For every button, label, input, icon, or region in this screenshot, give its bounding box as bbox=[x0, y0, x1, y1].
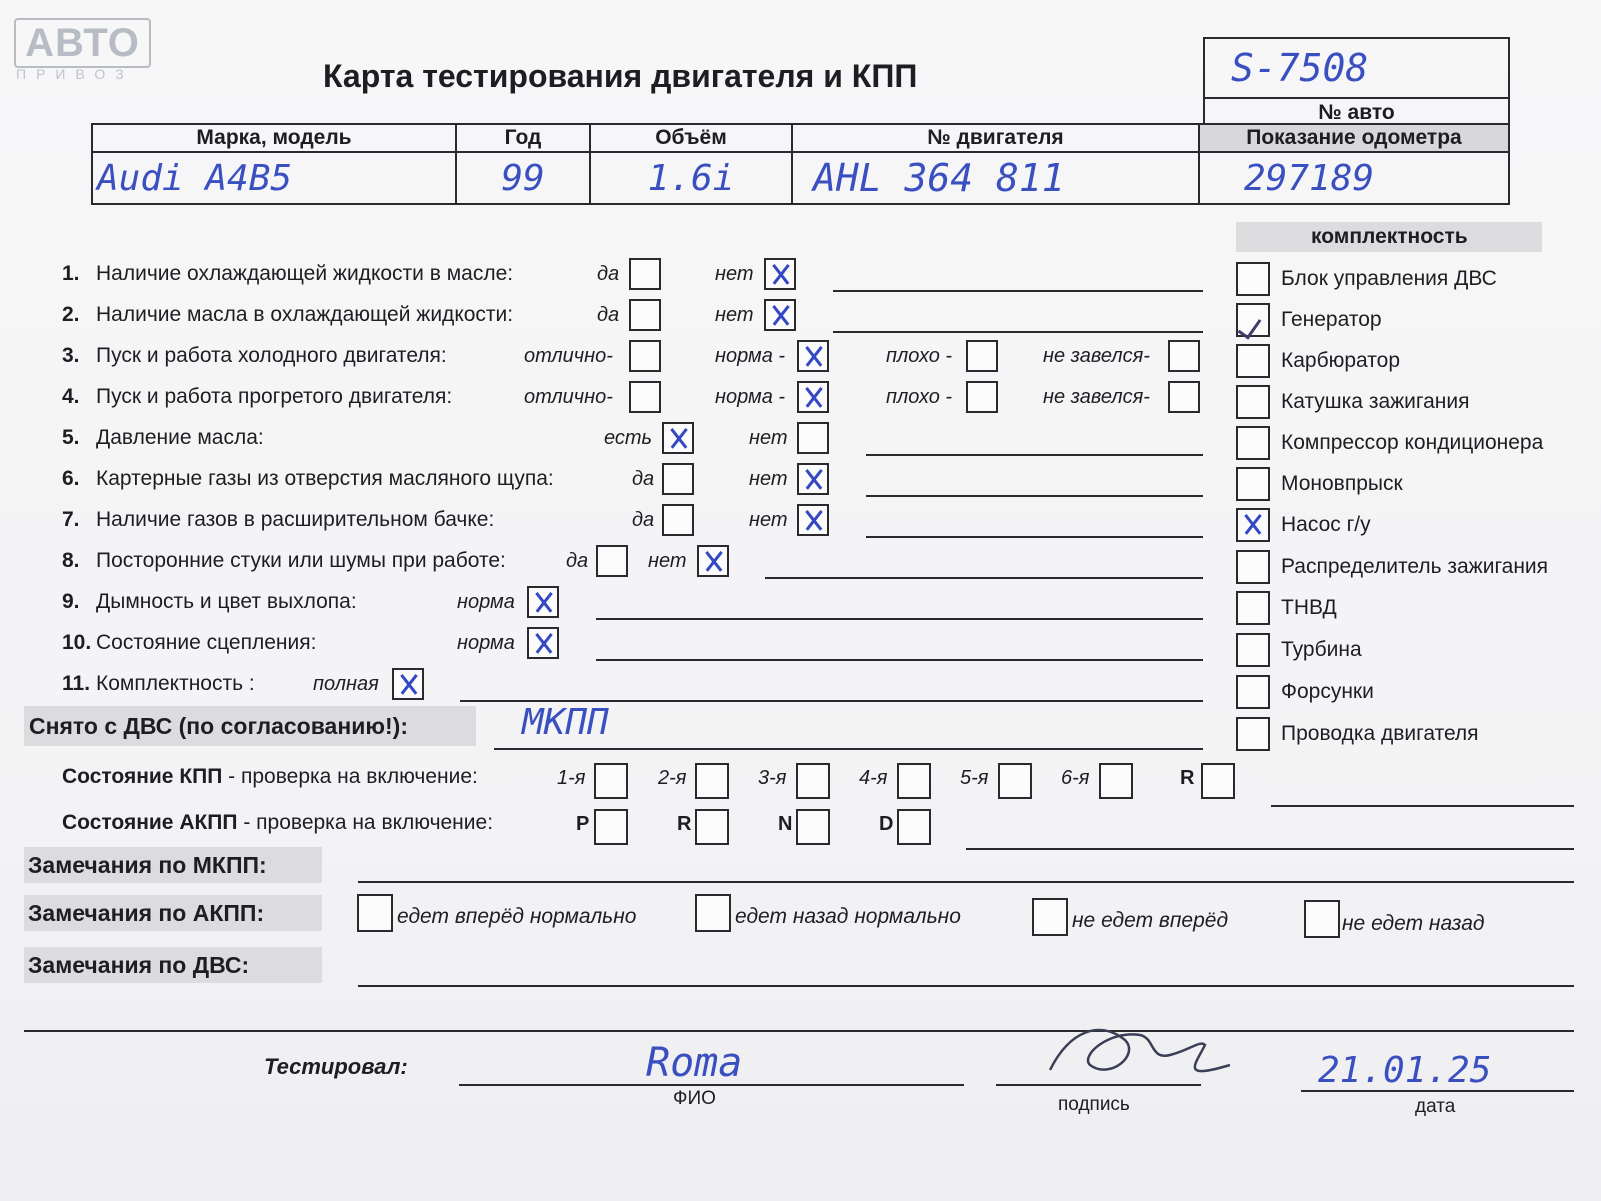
row-3-opt-normal: норма - bbox=[715, 345, 786, 367]
kit-mono-injection-label: Моновпрыск bbox=[1281, 472, 1403, 495]
row-9-note-line bbox=[596, 618, 1203, 620]
kit-tnvd-checkbox[interactable] bbox=[1236, 591, 1270, 625]
row-5-opt-yes: есть bbox=[604, 427, 653, 449]
row-2-number: 2. bbox=[62, 303, 80, 326]
row-5-opt-no: нет bbox=[749, 427, 788, 449]
row-11-opt-full: полная bbox=[313, 673, 379, 695]
kit-mono-injection-checkbox[interactable] bbox=[1236, 467, 1270, 501]
row-11-text: Комплектность : bbox=[96, 672, 255, 695]
avtoprivoz-logo: АВТО bbox=[14, 18, 151, 68]
row-4-text: Пуск и работа прогретого двигателя: bbox=[96, 385, 453, 408]
kpp-gear-r-checkbox[interactable] bbox=[1201, 763, 1235, 799]
akpp-mode-r-label: R bbox=[677, 813, 692, 835]
row-1-text: Наличие охлаждающей жидкости в масле: bbox=[96, 262, 514, 285]
removed-value: МКПП bbox=[522, 702, 609, 743]
kpp-gear-1-label: 1-я bbox=[557, 767, 586, 789]
row-4-opt-excellent: отлично- bbox=[524, 386, 613, 408]
row-1-no-checkbox[interactable] bbox=[764, 258, 796, 290]
row-2-opt-no: нет bbox=[715, 304, 754, 326]
row-7-no-checkbox[interactable] bbox=[797, 504, 829, 536]
row-7-note-line bbox=[866, 536, 1203, 538]
row-6-no-checkbox[interactable] bbox=[797, 463, 829, 495]
signature-line bbox=[996, 1084, 1201, 1086]
row-10-normal-checkbox[interactable] bbox=[527, 627, 559, 659]
row-3-number: 3. bbox=[62, 344, 80, 367]
page-title: Карта тестирования двигателя и КПП bbox=[323, 58, 918, 94]
date-value: 21.01.25 bbox=[1318, 1050, 1492, 1091]
row-2-opt-yes: да bbox=[597, 304, 620, 326]
row-9-text: Дымность и цвет выхлопа: bbox=[96, 590, 357, 613]
kit-carburetor-label: Карбюратор bbox=[1281, 349, 1401, 372]
kpp-gear-1-checkbox[interactable] bbox=[594, 763, 628, 799]
akpp-mode-p-checkbox[interactable] bbox=[594, 809, 628, 845]
kit-wiring-label: Проводка двигателя bbox=[1281, 722, 1479, 745]
kit-injectors-checkbox[interactable] bbox=[1236, 675, 1270, 709]
row-11-number: 11. bbox=[62, 672, 91, 695]
row-2-text: Наличие масла в охлаждающей жидкости: bbox=[96, 303, 514, 326]
removed-line bbox=[494, 748, 1203, 750]
row-1-number: 1. bbox=[62, 262, 80, 285]
removed-label: Снято с ДВС (по согласованию!): bbox=[29, 713, 408, 739]
vehicle-info-table bbox=[91, 123, 1510, 205]
akpp-mode-r-checkbox[interactable] bbox=[695, 809, 729, 845]
kit-title: комплектность bbox=[1311, 225, 1468, 248]
kit-injectors-label: Форсунки bbox=[1281, 680, 1374, 703]
engine-number-value: AHL 364 811 bbox=[813, 156, 1065, 200]
row-6-text: Картерные газы из отверстия масляного щупа: bbox=[96, 467, 554, 490]
row-5-no-checkbox[interactable] bbox=[797, 422, 829, 454]
auto-number-label: № авто bbox=[1318, 101, 1395, 124]
kpp-gear-3-label: 3-я bbox=[758, 767, 787, 789]
row-1-opt-no: нет bbox=[715, 263, 754, 285]
kit-ps-pump-checkbox[interactable] bbox=[1236, 508, 1270, 542]
row-5-number: 5. bbox=[62, 426, 80, 449]
kit-ac-compressor-label: Компрессор кондиционера bbox=[1281, 431, 1544, 454]
row-10-note-line bbox=[596, 659, 1203, 661]
akpp-mode-d-label: D bbox=[879, 813, 894, 835]
kit-wiring-checkbox[interactable] bbox=[1236, 717, 1270, 751]
remarks-extra-line bbox=[24, 1030, 1574, 1032]
row-3-opt-bad: плохо - bbox=[886, 345, 953, 367]
row-8-text: Посторонние стуки или шумы при работе: bbox=[96, 549, 506, 572]
kpp-gear-2-label: 2-я bbox=[658, 767, 687, 789]
row-4-no-start-checkbox[interactable] bbox=[1168, 381, 1200, 413]
akpp-forward-ok-label: едет вперёд нормально bbox=[397, 905, 637, 928]
row-10-text: Состояние сцепления: bbox=[96, 631, 317, 654]
kit-ps-pump-label: Насос г/у bbox=[1281, 513, 1371, 536]
volume-label: Объём bbox=[655, 126, 727, 149]
row-6-opt-no: нет bbox=[749, 468, 788, 490]
row-3-opt-excellent: отлично- bbox=[524, 345, 613, 367]
row-7-text: Наличие газов в расширительном бачке: bbox=[96, 508, 495, 531]
kpp-label: Состояние КПП - проверка на включение: bbox=[62, 765, 478, 788]
kpp-gear-4-label: 4-я bbox=[859, 767, 888, 789]
akpp-mode-d-checkbox[interactable] bbox=[897, 809, 931, 845]
row-4-opt-no-start: не завелся- bbox=[1043, 386, 1150, 408]
kpp-gear-5-label: 5-я bbox=[960, 767, 989, 789]
kit-ignition-coil-label: Катушка зажигания bbox=[1281, 390, 1470, 413]
kpp-gear-5-checkbox[interactable] bbox=[998, 763, 1032, 799]
kit-ecu-label: Блок управления ДВС bbox=[1281, 267, 1497, 290]
kit-generator-label: Генератор bbox=[1281, 308, 1382, 331]
row-8-number: 8. bbox=[62, 549, 80, 572]
row-5-note-line bbox=[866, 454, 1203, 456]
akpp-label: Состояние АКПП - проверка на включение: bbox=[62, 811, 494, 834]
kpp-note-line bbox=[1271, 805, 1574, 807]
brand-label: Марка, модель bbox=[196, 126, 352, 149]
akpp-no-backward-checkbox[interactable] bbox=[1304, 900, 1340, 938]
row-8-opt-no: нет bbox=[648, 550, 687, 572]
kit-generator-checkbox[interactable] bbox=[1236, 303, 1270, 337]
logo-subtitle: ПРИВОЗ bbox=[16, 66, 134, 82]
engine-number-label: № двигателя bbox=[927, 126, 1064, 149]
row-2-note-line bbox=[833, 331, 1203, 333]
kpp-gear-6-label: 6-я bbox=[1061, 767, 1090, 789]
kit-ecu-checkbox[interactable] bbox=[1236, 262, 1270, 296]
date-label: дата bbox=[1415, 1096, 1456, 1117]
odometer-label: Показание одометра bbox=[1246, 126, 1462, 149]
row-6-note-line bbox=[866, 495, 1203, 497]
row-9-normal-checkbox[interactable] bbox=[527, 586, 559, 618]
year-value: 99 bbox=[501, 157, 545, 199]
kit-turbine-checkbox[interactable] bbox=[1236, 633, 1270, 667]
akpp-mode-n-checkbox[interactable] bbox=[796, 809, 830, 845]
kpp-gear-3-checkbox[interactable] bbox=[796, 763, 830, 799]
akpp-no-backward-label: не едет назад bbox=[1342, 912, 1485, 935]
remarks-dvs-line bbox=[358, 985, 1574, 987]
row-11-full-checkbox[interactable] bbox=[392, 668, 424, 700]
remarks-dvs-label: Замечания по ДВС: bbox=[28, 952, 250, 978]
akpp-forward-ok-checkbox[interactable] bbox=[357, 894, 393, 932]
akpp-backward-ok-label: едет назад нормально bbox=[735, 905, 961, 928]
akpp-note-line bbox=[966, 848, 1574, 850]
row-3-no-start-checkbox[interactable] bbox=[1168, 340, 1200, 372]
row-3-opt-no-start: не завелся- bbox=[1043, 345, 1150, 367]
row-1-yes-checkbox[interactable] bbox=[629, 258, 661, 290]
row-3-text: Пуск и работа холодного двигателя: bbox=[96, 344, 447, 367]
odometer-value: 297189 bbox=[1244, 157, 1375, 199]
row-7-opt-yes: да bbox=[632, 509, 655, 531]
row-1-note-line bbox=[833, 290, 1203, 292]
row-2-no-checkbox[interactable] bbox=[764, 299, 796, 331]
row-8-yes-checkbox[interactable] bbox=[596, 545, 628, 577]
row-3-normal-checkbox[interactable] bbox=[797, 340, 829, 372]
row-10-opt-normal: норма bbox=[457, 632, 515, 654]
tester-name-value: Roma bbox=[646, 1040, 743, 1086]
remarks-akpp-label: Замечания по АКПП: bbox=[28, 900, 265, 926]
row-4-excellent-checkbox[interactable] bbox=[629, 381, 661, 413]
row-5-yes-checkbox[interactable] bbox=[662, 422, 694, 454]
akpp-mode-n-label: N bbox=[778, 813, 793, 835]
row-9-opt-normal: норма bbox=[457, 591, 515, 613]
row-7-opt-no: нет bbox=[749, 509, 788, 531]
row-7-number: 7. bbox=[62, 508, 80, 531]
kit-carburetor-checkbox[interactable] bbox=[1236, 344, 1270, 378]
remarks-mkpp-label: Замечания по МКПП: bbox=[28, 852, 267, 878]
row-7-yes-checkbox[interactable] bbox=[662, 504, 694, 536]
kit-distributor-checkbox[interactable] bbox=[1236, 550, 1270, 584]
kit-ac-compressor-checkbox[interactable] bbox=[1236, 426, 1270, 460]
akpp-no-forward-label: не едет вперёд bbox=[1072, 909, 1229, 932]
fio-label: ФИО bbox=[673, 1088, 716, 1109]
row-9-number: 9. bbox=[62, 590, 80, 613]
akpp-mode-p-label: P bbox=[576, 813, 590, 835]
kit-tnvd-label: ТНВД bbox=[1281, 596, 1337, 619]
row-4-number: 4. bbox=[62, 385, 80, 408]
brand-value: Audi A4B5 bbox=[97, 157, 293, 199]
auto-code-value: S-7508 bbox=[1231, 46, 1369, 90]
row-6-yes-checkbox[interactable] bbox=[662, 463, 694, 495]
date-line bbox=[1301, 1090, 1574, 1092]
kit-distributor-label: Распределитель зажигания bbox=[1281, 555, 1549, 578]
kit-ignition-coil-checkbox[interactable] bbox=[1236, 385, 1270, 419]
akpp-no-forward-checkbox[interactable] bbox=[1032, 898, 1068, 936]
kpp-gear-r-label: R bbox=[1180, 767, 1195, 789]
tested-by-label: Тестировал: bbox=[264, 1054, 408, 1079]
row-4-opt-normal: норма - bbox=[715, 386, 786, 408]
row-8-opt-yes: да bbox=[566, 550, 589, 572]
kit-turbine-label: Турбина bbox=[1281, 638, 1362, 661]
row-4-bad-checkbox[interactable] bbox=[966, 381, 998, 413]
fio-line bbox=[459, 1084, 964, 1086]
kpp-gear-4-checkbox[interactable] bbox=[897, 763, 931, 799]
row-5-text: Давление масла: bbox=[96, 426, 264, 449]
row-3-excellent-checkbox[interactable] bbox=[629, 340, 661, 372]
row-4-opt-bad: плохо - bbox=[886, 386, 953, 408]
row-2-yes-checkbox[interactable] bbox=[629, 299, 661, 331]
akpp-backward-ok-checkbox[interactable] bbox=[695, 894, 731, 932]
row-1-opt-yes: да bbox=[597, 263, 620, 285]
row-4-normal-checkbox[interactable] bbox=[797, 381, 829, 413]
signature-label: подпись bbox=[1058, 1094, 1130, 1115]
kpp-gear-2-checkbox[interactable] bbox=[695, 763, 729, 799]
row-3-bad-checkbox[interactable] bbox=[966, 340, 998, 372]
volume-value: 1.6i bbox=[647, 157, 735, 199]
kpp-gear-6-checkbox[interactable] bbox=[1099, 763, 1133, 799]
row-6-opt-yes: да bbox=[632, 468, 655, 490]
auto-number-box bbox=[1203, 37, 1510, 129]
row-6-number: 6. bbox=[62, 467, 80, 490]
year-label: Год bbox=[504, 126, 542, 149]
row-8-note-line bbox=[765, 577, 1203, 579]
signature bbox=[1030, 1010, 1260, 1090]
row-8-no-checkbox[interactable] bbox=[697, 545, 729, 577]
row-10-number: 10. bbox=[62, 631, 92, 654]
remarks-mkpp-line bbox=[358, 881, 1574, 883]
